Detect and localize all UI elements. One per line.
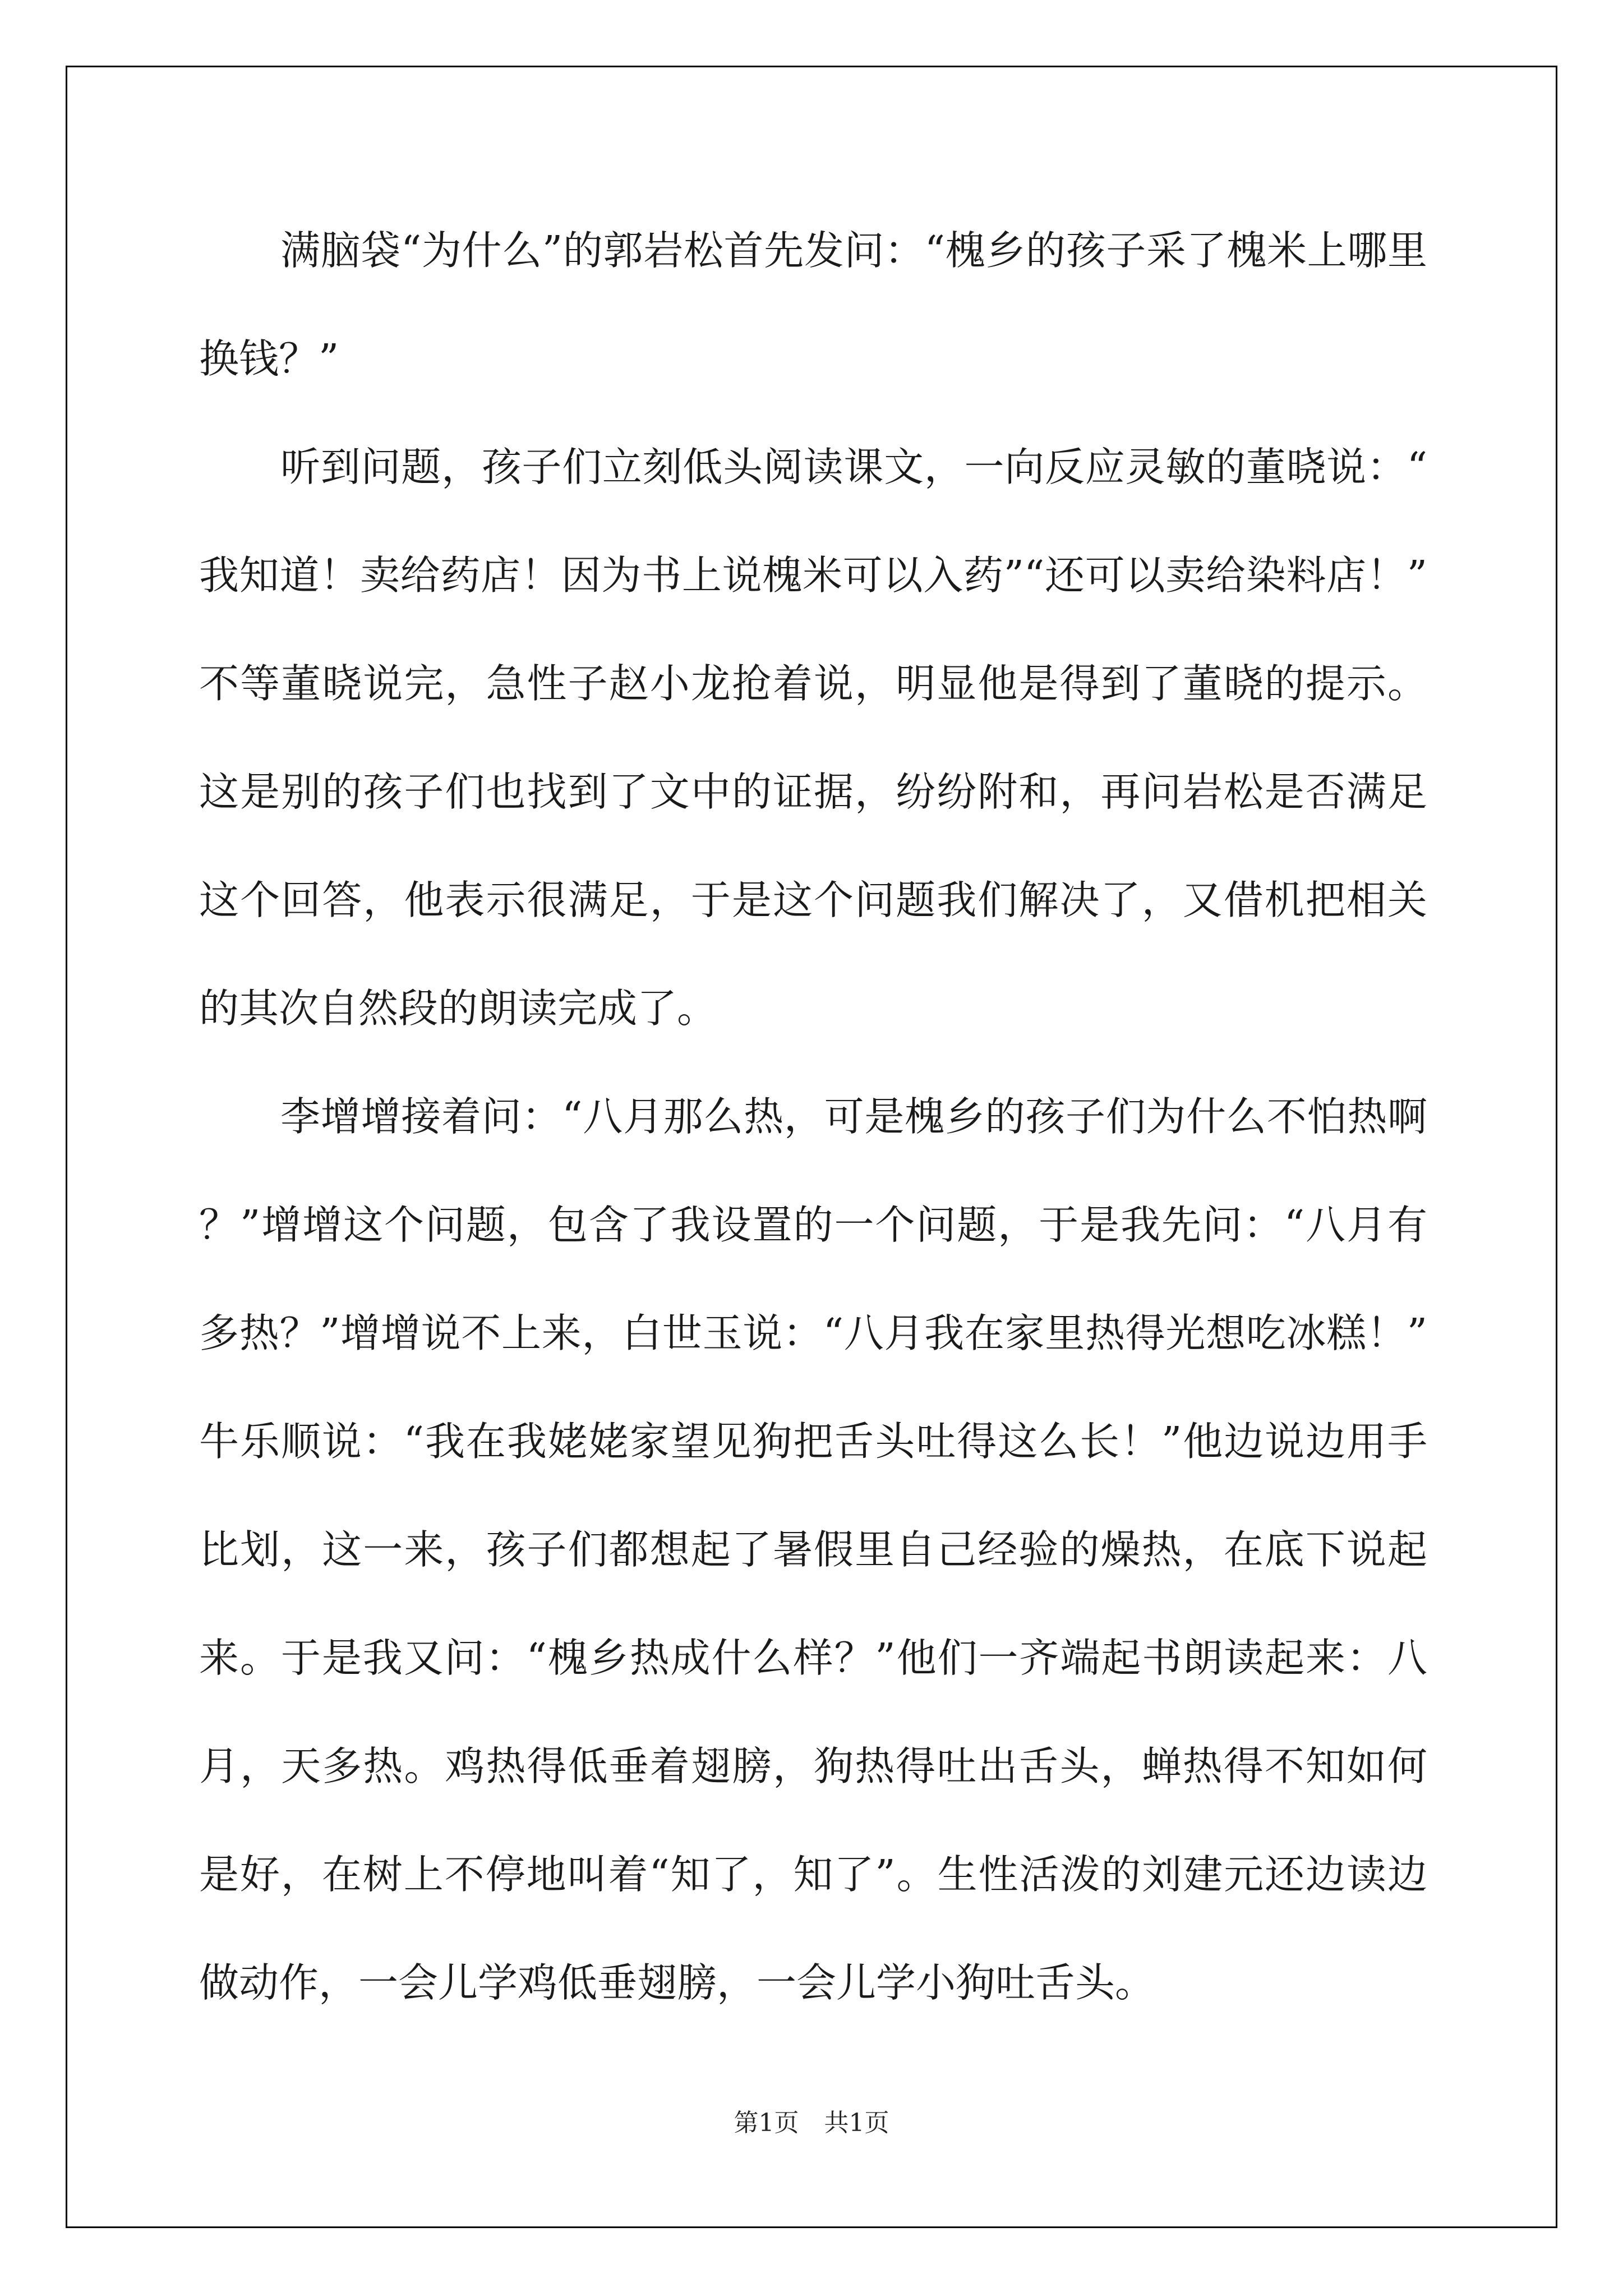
page-total: 共1页: [824, 2109, 889, 2137]
paragraph-2: 听到问题，孩子们立刻低头阅读课文，一向反应灵敏的董晓说：“我知道！卖给药店！因为书上说槐米可以入药”“还可以卖给染料店！”不等董晓说完，急性子赵小龙抢着说，明显他是得到了董晓的提示。这是别的孩子们也找到了文中的证据，纷纷附和，再问岩松是否满足这个回答，他表示很满足，于是这个问题我们解决了，又借机把相关的其次自然段的朗读完成了。: [199, 444, 1427, 1032]
page-number: 第1页: [734, 2109, 799, 2137]
paragraph-1: 满脑袋“为什么”的郭岩松首先发问：“槐乡的孩子采了槐米上哪里换钱？”: [199, 227, 1427, 382]
document-body: [199, 196, 1427, 2037]
page-footer: [0, 2106, 1623, 2140]
paragraph-3: 李增增接着问：“八月那么热，可是槐乡的孩子们为什么不怕热啊？”增增这个问题，包含了我设置的一个问题，于是我先问：“八月有多热？”增增说不上来，白世玉说：“八月我在家里热得光想吃冰糕！”牛乐顺说：“我在我姥姥家望见狗把舌头吐得这么长！”他边说边用手比划，这一来，孩子们都想起了暑假里自己经验的燥热，在底下说起来。于是我又问：“槐乡热成什么样？”他们一齐端起书朗读起来：八月，天多热。鸡热得低垂着翅膀，狗热得吐出舌头，蝉热得不知如何是好，在树上不停地叫着“知了，知了”。生性活泼的刘建元还边读边做动作，一会儿学鸡低垂翅膀，一会儿学小狗吐舌头。: [199, 1093, 1427, 2006]
